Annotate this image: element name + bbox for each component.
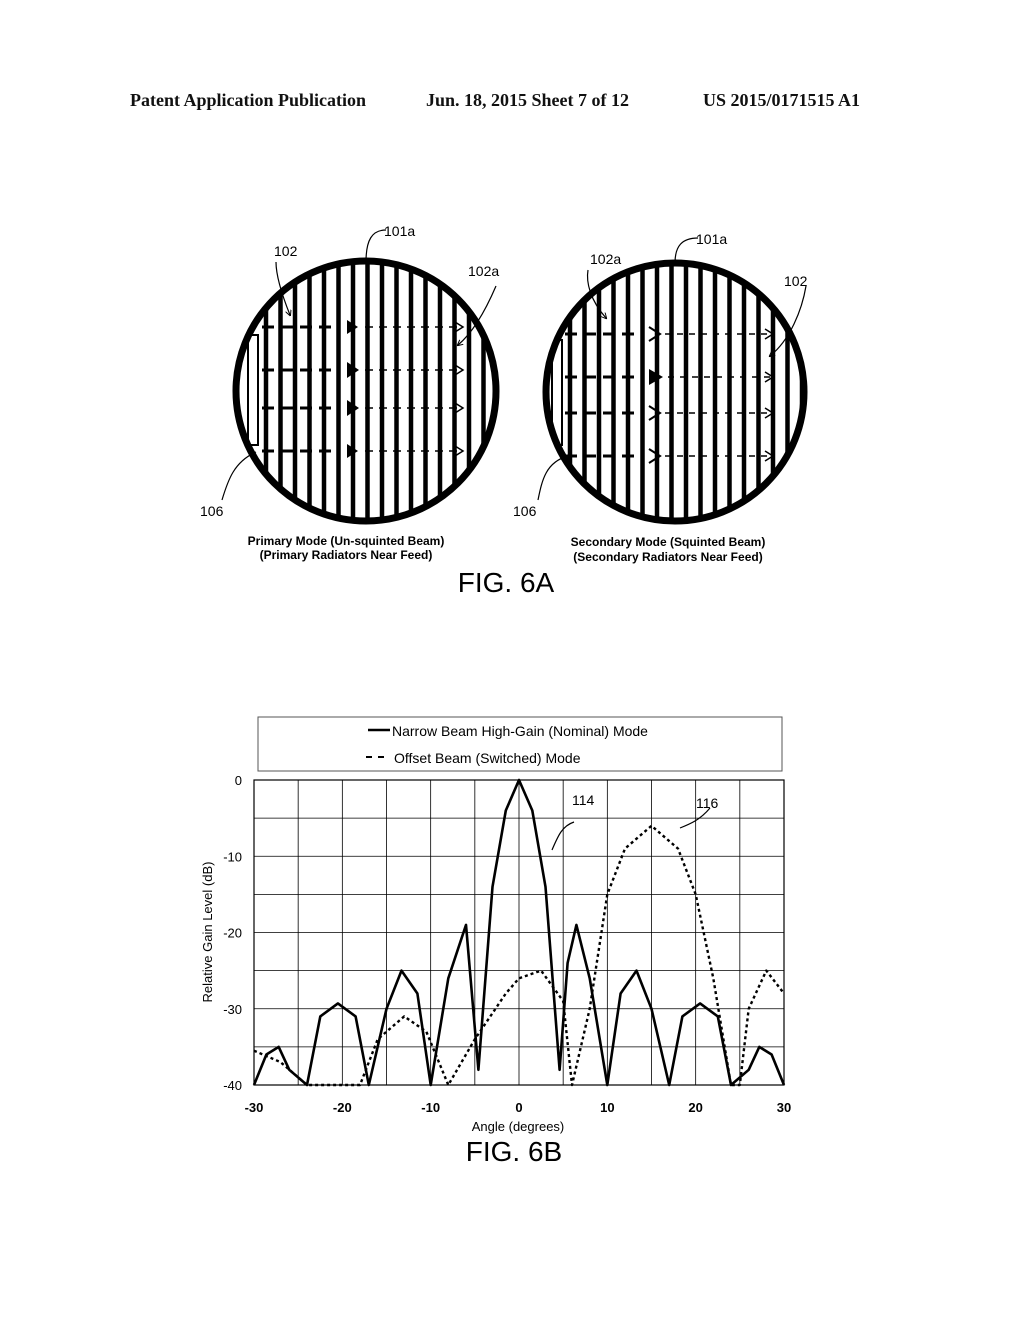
x-tick-labels (245, 1100, 792, 1115)
fig-6a-label: FIG. 6A (457, 567, 555, 598)
y-axis-label: Relative Gain Level (dB) (200, 861, 215, 1003)
beam-arrows (262, 320, 463, 458)
y-tick-label: -10 (223, 849, 242, 865)
ref-101a-left: 101a (384, 223, 416, 239)
ref-102-left: 102 (274, 243, 298, 259)
x-tick-label: 30 (776, 1100, 792, 1115)
x-tick-label: 20 (688, 1100, 703, 1115)
fig-6a (0, 200, 1024, 630)
y-tick-labels (223, 773, 242, 1093)
legend-label-offset: Offset Beam (Switched) Mode (394, 750, 581, 766)
ref-114: 114 (572, 792, 595, 808)
x-axis-label: Angle (degrees) (471, 1119, 565, 1134)
x-tick-label: -20 (332, 1100, 352, 1115)
x-tick-label: -30 (244, 1100, 264, 1115)
ref-116: 116 (696, 795, 719, 811)
publication-title: Patent Application Publication (130, 90, 367, 110)
x-tick-label: 0 (515, 1100, 523, 1115)
y-tick-label: -20 (223, 925, 242, 941)
legend-box (258, 717, 782, 771)
secondary-mode-antenna (513, 231, 808, 564)
fig-6b-label: FIG. 6B (465, 1136, 563, 1167)
ref-106-right: 106 (513, 503, 537, 519)
date-sheet: Jun. 18, 2015 Sheet 7 of 12 (426, 90, 630, 110)
y-tick-label: -40 (223, 1078, 242, 1093)
publication-number: US 2015/0171515 A1 (703, 90, 861, 110)
caption-primary-line1: Primary Mode (Un-squinted Beam) (247, 534, 445, 548)
ref-102a-right: 102a (590, 251, 622, 267)
ref-102-right: 102 (784, 273, 808, 289)
legend-label-narrow: Narrow Beam High-Gain (Nominal) Mode (392, 723, 648, 739)
caption-secondary-line2: (Secondary Radiators Near Feed) (573, 550, 763, 564)
x-tick-label: 10 (600, 1100, 615, 1115)
ref-101a-right: 101a (696, 231, 728, 247)
caption-primary-line2: (Primary Radiators Near Feed) (259, 548, 433, 562)
caption-secondary-line1: Secondary Mode (Squinted Beam) (570, 535, 766, 549)
radiator-stripes (266, 261, 484, 521)
ref-106-left: 106 (200, 503, 224, 519)
x-tick-label: -10 (421, 1100, 441, 1115)
fig-6b-chart (0, 700, 1024, 1180)
page-header (0, 90, 1024, 114)
primary-mode-antenna (200, 223, 499, 562)
ref-102a-left: 102a (468, 263, 500, 279)
y-tick-label: -30 (223, 1001, 242, 1017)
y-tick-label: 0 (234, 773, 242, 788)
